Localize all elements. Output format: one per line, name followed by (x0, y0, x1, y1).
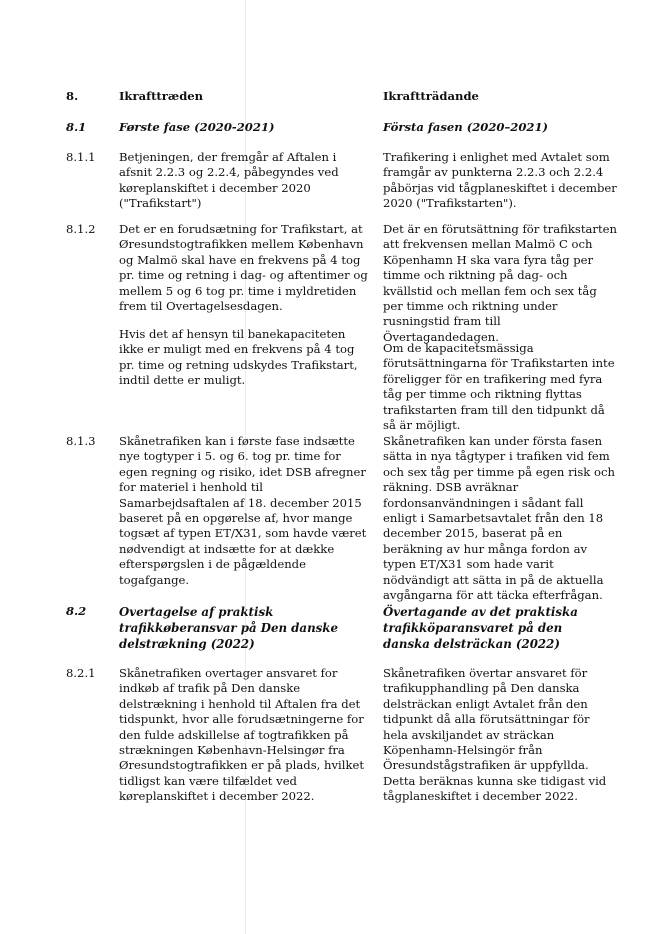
clause-text-sv: Det är en förutsättning för trafikstarten att frekvensen mellan Malmö C och Köpenhamn H ska vara fyra tåg per timme och riktning på dag- och kvällstid och mellan fem och sex tåg per timme och riktning under rusningstid fram till Övertagandedagen. (383, 222, 617, 344)
subsection-title-sv: Första fasen (2020–2021) (383, 120, 549, 134)
clause-text-sv: Trafikering i enlighet med Avtalet som framgår av punkterna 2.2.3 och 2.2.4 påbörjas vid tågplaneskiftet i december 2020 ("Trafikstarten"). (383, 150, 617, 211)
clause-text-da: Betjeningen, der fremgår af Aftalen i afsnit 2.2.3 og 2.2.4, påbegyndes ved køreplanskiftet i december 2020 ("Trafikstart") (119, 150, 339, 211)
clause-number: 8.2.1 (66, 666, 96, 680)
clause-number: 8.1.2 (66, 222, 96, 236)
subsection-title-sv: Övertagande av det praktiska trafikköparansvaret på den danska delsträckan (2022) (383, 605, 578, 651)
subsection-number: 8.2 (66, 604, 87, 618)
subsection-title-da: Første fase (2020-2021) (119, 120, 275, 134)
clause-text-sv: Skånetrafiken kan under första fasen sätta in nya tågtyper i trafiken vid fem och sex tåg per timme på egen risk och räkning. DSB avräknar fordonsanvändningen i sådant fall enligt i Samarbetsavtalet från den 18 december 2015, baserat på en beräkning av hur många fordon av typen ET/X31 som hade varit nödvändigt att sätta in på de aktuella avgångarna för att täcka efterfrågan. (383, 434, 615, 603)
subsection-title-da: Overtagelse af praktisk trafikkøberansvar på Den danske delstrækning (2022) (119, 605, 338, 651)
clause-number: 8.1.3 (66, 434, 96, 448)
clause-number: 8.1.1 (66, 150, 96, 164)
subsection-number: 8.1 (66, 120, 87, 134)
clause-text-da: Skånetrafiken overtager ansvaret for indkøb af trafik på Den danske delstrækning i henhold til Aftalen fra det tidspunkt, hvor alle forudsætningerne for den fulde adskillelse af togtrafikken på strækningen København-Helsingør fra Øresundstogtrafikken er på plads, hvilket tidligst kan være tilfældet ved køreplanskiftet i december 2022. (119, 666, 365, 804)
clause-text-da: Skånetrafiken kan i første fase indsætte nye togtyper i 5. og 6. tog pr. time for egen regning og risiko, idet DSB afregner for materiel i henhold til Samarbejdsaftalen af 18. december 2015 baseret på en opgørelse af, hvor mange togsæt af typen ET/X31, som havde været nødvendigt at indsætte for at dække efterspørgslen i de pågældende togafgange. (119, 434, 367, 587)
clause-text-da: Det er en forudsætning for Trafikstart, at Øresundstogtrafikken mellem København og Malmö skal have en frekvens på 4 tog pr. time og retning i dag- og aftentimer og mellem 5 og 6 tog pr. time i myldretiden frem til Overtagelsesdagen. (119, 222, 368, 314)
section-number: 8. (66, 89, 79, 103)
clause-paragraph-da: Hvis det af hensyn til banekapaciteten ikke er muligt med en frekvens på 4 tog pr. time og retning udskydes Trafikstart, indtil dette er muligt. (119, 327, 358, 388)
clause-paragraph-sv: Om de kapacitetsmässiga förutsättningarna för Trafikstarten inte föreligger för en trafikering med fyra tåg per timme och riktning flyttas trafikstarten fram till den tidpunkt då så är möjligt. (383, 341, 615, 433)
section-title-sv: Ikraftträdande (383, 89, 479, 103)
clause-text-sv: Skånetrafiken övertar ansvaret för trafikupphandling på Den danska delsträckan enligt Avtalet från den tidpunkt då alla förutsättningar för hela avskiljandet av sträckan Köpenhamn-Helsingör från Öresundstågstrafiken är uppfyllda. Detta beräknas kunna ske tidigast vid tågplaneskiftet i december 2022. (383, 666, 607, 804)
section-title-da: Ikrafttræden (119, 89, 204, 103)
